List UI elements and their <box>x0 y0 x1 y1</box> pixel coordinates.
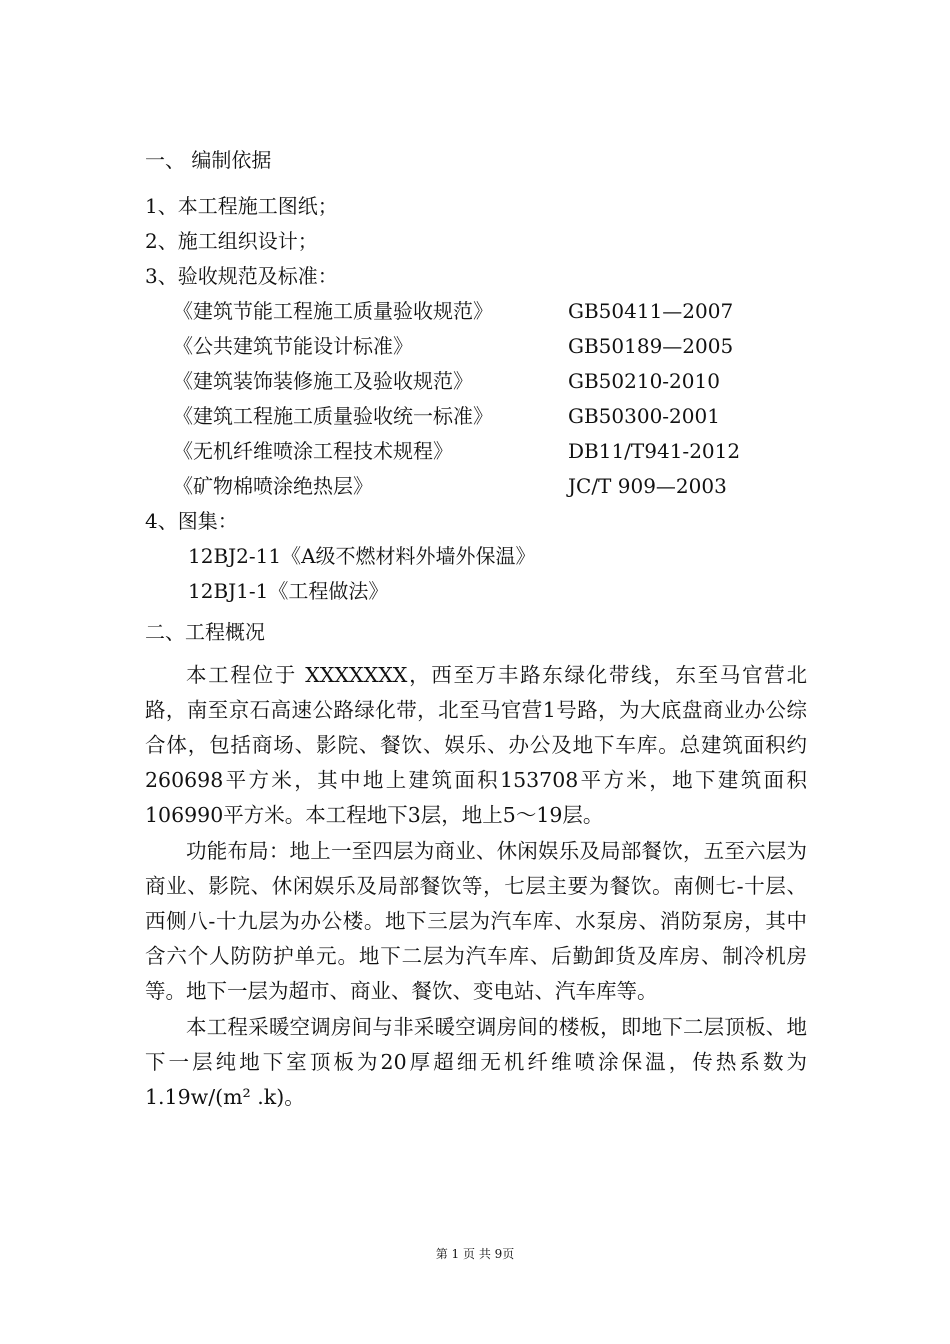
atlas-item: 12BJ1-1《工程做法》 <box>188 579 389 603</box>
standard-code: GB50300-2001 <box>568 404 720 428</box>
basis-item-3: 3、验收规范及标准： <box>145 264 338 288</box>
standard-code: DB11/T941-2012 <box>568 439 741 463</box>
standard-code: GB50189—2005 <box>568 334 734 358</box>
standard-code: JC/T 909—2003 <box>568 474 727 498</box>
overview-paragraph-layout: 功能布局：地上一至四层为商业、休闲娱乐及局部餐饮，五至六层为商业、影院、休闲娱乐及局部餐饮等，七层主要为餐饮。南侧七-十层、西侧八-十九层为办公楼。地下三层为汽车库、水泵房、消防泵房，其中含六个人防防护单元。地下二层为汽车库、后勤卸货及库房、制冷机房等。地下一层为超市、商业、餐饮、变电站、汽车库等。 <box>145 839 807 1003</box>
standard-name: 《建筑装饰装修施工及验收规范》 <box>173 369 473 393</box>
section-1-heading: 一、 编制依据 <box>145 148 272 172</box>
standard-name: 《建筑工程施工质量验收统一标准》 <box>173 404 493 428</box>
standard-code: GB50210-2010 <box>568 369 720 393</box>
overview-paragraph-location: 本工程位于 XXXXXXX，西至万丰路东绿化带线，东至马官营北路，南至京石高速公路绿化带，北至马官营1号路，为大底盘商业办公综合体，包括商场、影院、餐饮、娱乐、办公及地下车库。总建筑面积约260698平方米，其中地上建筑面积153708平方米，地下建筑面积106990平方米。本工程地下3层，地上5～19层。 <box>145 663 807 827</box>
standard-name: 《无机纤维喷涂工程技术规程》 <box>173 439 453 463</box>
overview-paragraph-insulation: 本工程采暖空调房间与非采暖空调房间的楼板，即地下二层顶板、地下一层纯地下室顶板为20厚超细无机纤维喷涂保温，传热系数为1.19w/(m² .k)。 <box>145 1015 807 1109</box>
atlas-heading: 4、图集： <box>145 509 238 533</box>
standard-code: GB50411—2007 <box>568 299 734 323</box>
section-2-heading: 二、工程概况 <box>145 620 265 644</box>
standard-name: 《矿物棉喷涂绝热层》 <box>173 474 373 498</box>
basis-item-1: 1、本工程施工图纸； <box>145 194 338 218</box>
basis-item-2: 2、施工组织设计； <box>145 229 318 253</box>
standard-name: 《公共建筑节能设计标准》 <box>173 334 413 358</box>
page-number-footer: 第 1 页 共 9页 <box>435 1247 515 1261</box>
atlas-item: 12BJ2-11《A级不燃材料外墙外保温》 <box>188 544 536 568</box>
standard-name: 《建筑节能工程施工质量验收规范》 <box>173 299 493 323</box>
